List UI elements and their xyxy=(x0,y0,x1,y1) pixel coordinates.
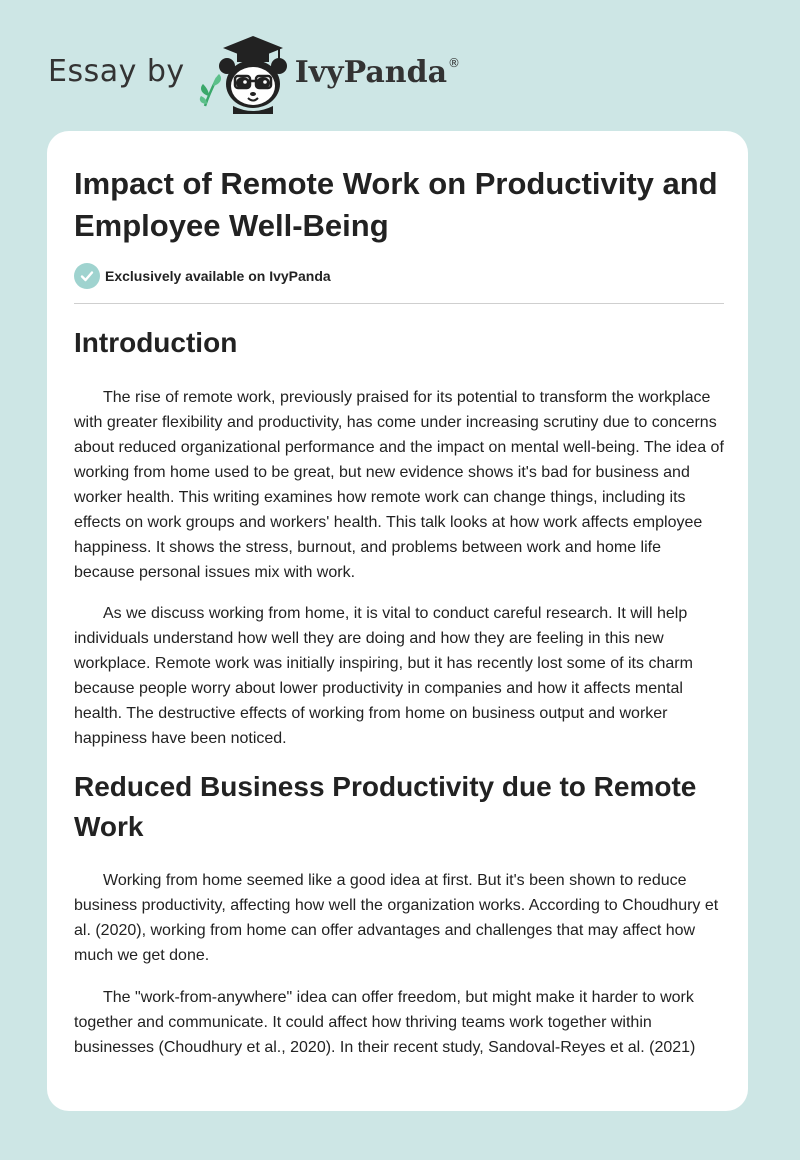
panda-graduate-icon xyxy=(199,34,289,114)
brand-name: IvyPanda xyxy=(294,54,448,90)
essay-card xyxy=(47,131,748,1111)
section-heading: Introduction xyxy=(74,327,238,358)
paragraph: The "work-from-anywhere" idea can offer freedom, but might make it harder to work together and communicate. It could affect how thriving teams work together within businesses (Choudhury et al., 2020). In their recent study, Sandoval-Reyes et al. (2021) xyxy=(74,989,696,1056)
exclusive-label: Exclusively available on IvyPanda xyxy=(105,268,331,284)
title-divider xyxy=(74,303,724,304)
paragraph: The rise of remote work, previously praised for its potential to transform the workplace with greater flexibility and productivity, has come under increasing scrutiny due to concerns about reduced organizational performance and the impact on mental well-being. The idea of working from home used to be great, but new evidence shows it's bad for business and worker health. This writing examines how remote work can change things, including its effects on work groups and workers' health. This talk looks at how work affects employee happiness. It shows the stress, burnout, and problems between work and home life because personal issues mix with work. xyxy=(74,389,724,581)
essay-title: Impact of Remote Work on Productivity and Employee Well-Being xyxy=(74,166,718,243)
brand-prefix: Essay by xyxy=(48,53,185,89)
paragraph: As we discuss working from home, it is vital to conduct careful research. It will help individuals understand how well they are doing and how they are feeling in this new workplace. Remote work was initially inspiring, but it has recently lost some of its charm because people worry about lower productivity in companies and how it affects mental health. The destructive effects of working from home on business output and worker happiness have been noticed. xyxy=(74,605,693,747)
site-header-logo[interactable] xyxy=(48,34,460,114)
paragraph: Working from home seemed like a good idea at first. But it's been shown to reduce business productivity, affecting how well the organization works. According to Choudhury et al. (2020), working from home can offer advantages and challenges that may affect how much we get done. xyxy=(74,872,719,964)
exclusive-badge xyxy=(74,263,331,289)
check-icon xyxy=(74,263,100,289)
registered-mark: ® xyxy=(448,56,461,70)
section-heading: Reduced Business Productivity due to Remote Work xyxy=(74,771,697,842)
